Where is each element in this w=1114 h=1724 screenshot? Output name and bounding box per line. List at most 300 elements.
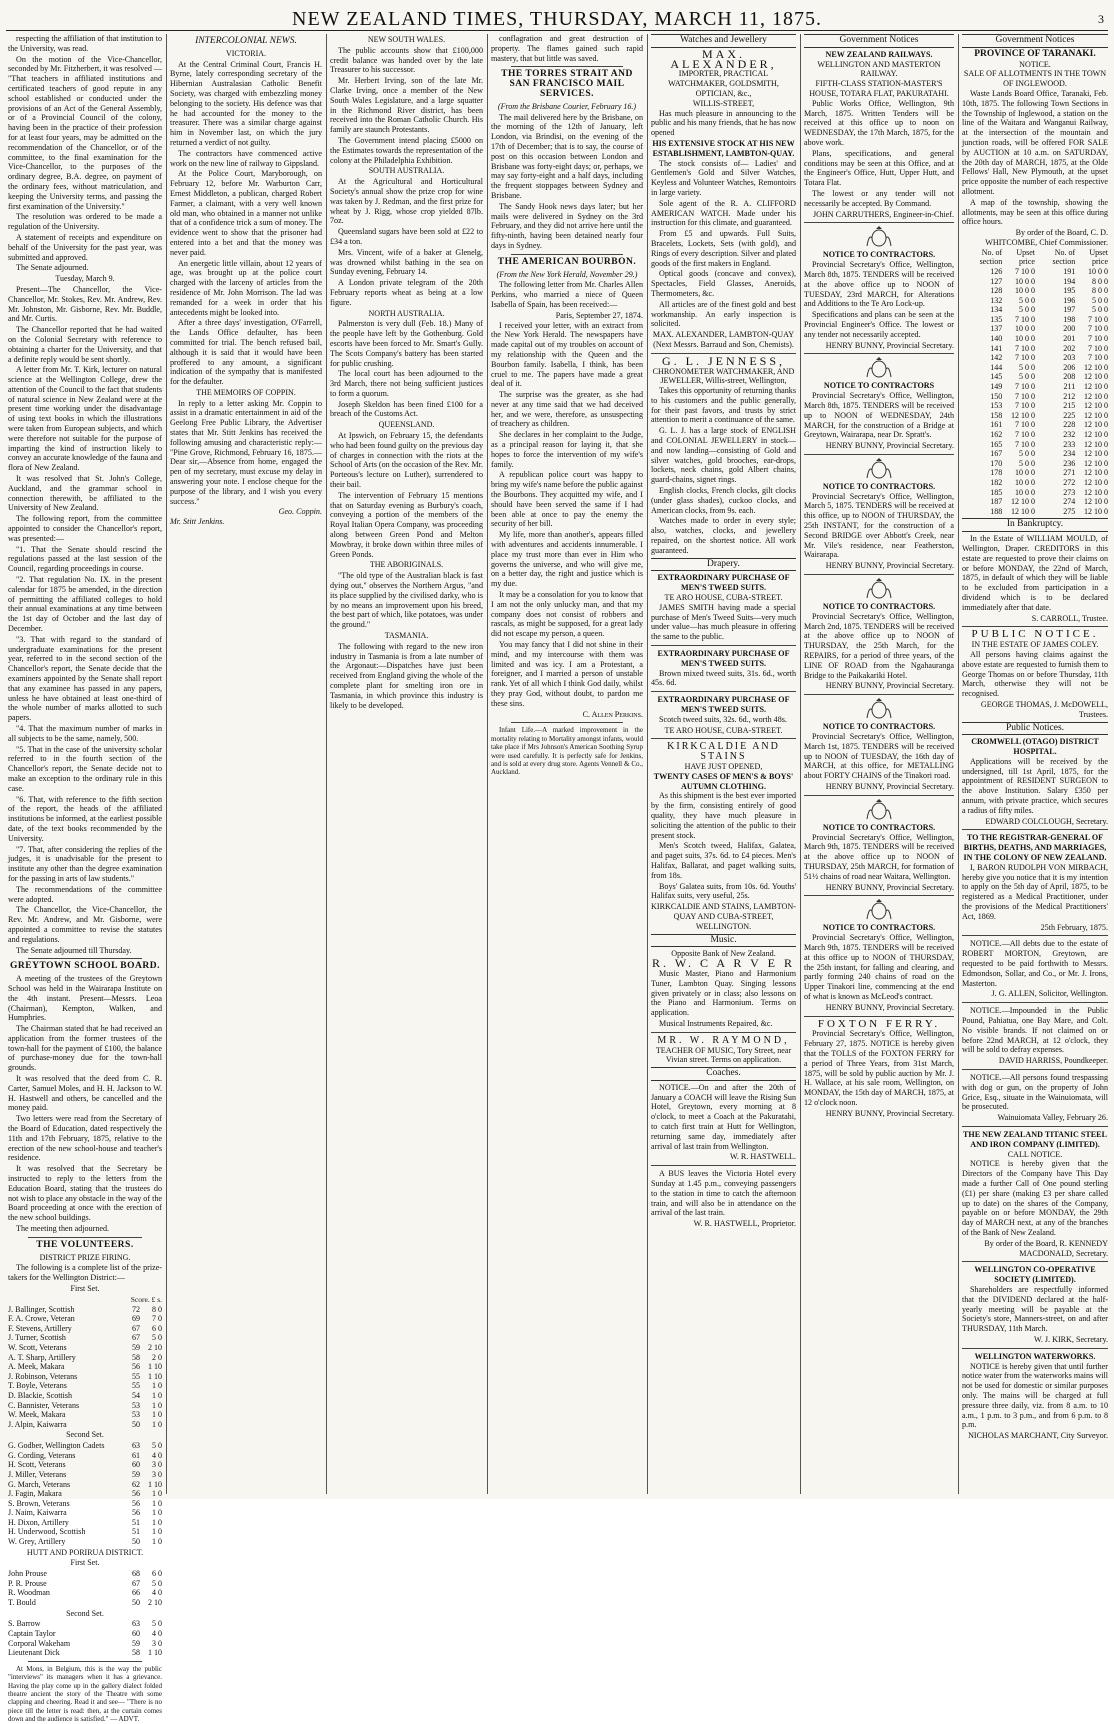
table-cell: 12 10 0 xyxy=(1084,410,1108,420)
ad-address: TE ARO HOUSE, CUBA-STREET. xyxy=(664,725,783,735)
paragraph: The Government intend placing £5000 on the Estimates towards the representation of the colony at the Philadelphia Exhibition. xyxy=(330,135,483,165)
paragraph: It may be a consolation for you to know that I am not the only unlucky man, and that my company does not consist of robbers and rascals, as might be supposed, for a great lady did not escape my person, a queen. xyxy=(491,590,643,639)
table-row xyxy=(962,392,1108,402)
column-heading: Government Notices xyxy=(962,34,1108,48)
notice-subheading: IN THE ESTATE OF JAMES COLEY. xyxy=(971,640,1099,650)
divider xyxy=(962,935,1108,936)
table-cell: 5 0 0 xyxy=(1018,295,1035,305)
column-5 xyxy=(651,34,796,1494)
table-row xyxy=(8,1508,162,1518)
table-cell: 271 xyxy=(1063,468,1076,478)
paragraph: Mrs. Vincent, wife of a baker at Glenelg, was drowned whilst bathing in the sea on Sunday evening, February 14. xyxy=(330,247,483,277)
paragraph: The Chairman stated that he had received an application from the former trustees of the town-hall for the payment of £100, the balance of purchase-money due for the town-hall grounds. xyxy=(8,1024,162,1073)
table-header-cell: Upset price xyxy=(1089,247,1108,267)
prize-cell: 1 0 xyxy=(152,1400,162,1410)
paragraph: The following letter from Mr. Charles Allen Perkins, who married a niece of Queen Isabella of Spain, has been received:— xyxy=(491,280,643,309)
paragraph: Provincial Secretary's Office, Wellington, March 9th, 1875. TENDERS will be received at this office up to NOON of THURSDAY, the 25th instant, for falling and clearing, and partly forming 240 chains of road on the Upper Tinakori line, commencing at the end of what is known as McLeod's contract. xyxy=(804,933,954,1001)
advertiser-name: R. W. C A R V E R xyxy=(652,956,795,971)
section-heading: THE VOLUNTEERS. xyxy=(36,1239,134,1250)
paragraph: Provincial Secretary's Office, Wellington, March 5, 1875. TENDERS will be received at this office, up to NOON of THURSDAY, the 25th INSTANT, for the construction of a Second BRIDGE over Abbott's Creek, near Mr. Vile's residence, near Featherston, Wairarapa. xyxy=(804,491,954,560)
divider xyxy=(804,1016,954,1017)
table-cell: 7 10 0 xyxy=(1088,334,1108,344)
notice-heading: NOTICE TO CONTRACTORS. xyxy=(822,722,936,732)
column-6 xyxy=(804,34,954,1494)
table-row xyxy=(962,363,1108,373)
notice-signature: Wainuiomata Valley, February 26. xyxy=(997,1113,1108,1123)
table-header-cell: No. of section xyxy=(1052,247,1076,267)
prize-cell: 5 0 xyxy=(152,1441,162,1451)
table-cell: 12 10 0 xyxy=(1084,430,1108,440)
paragraph: "2. That regulation No. IX. in the present calendar for 1875 be amended, in the direction of permitting the affiliated colleges to hold their annual examinations at any time between the 1st day of October and the last day of December. xyxy=(8,575,162,634)
table-row xyxy=(962,296,1108,306)
small-advertisement: Infant Life.—A marked improvement in the mortality relating to Mortality amongst infants, would take place if Mrs Johnson's American Soothing Syrup were used carefully. It is perfectly safe for Jenkins, and is sold at every drug store. Agents Vennell & Co., Auckland. xyxy=(491,726,643,777)
notice-bankruptcy xyxy=(962,534,1108,623)
paragraph: My life, more than another's, appears filled with adventures and accidents innumerable. I place my trust more than ever in Him who governs the universe, and who will give me, on a better day, the right and justice which is my due. xyxy=(491,530,643,589)
divider xyxy=(962,1261,1108,1262)
column-rule xyxy=(800,34,801,1494)
notice-signature: HENRY BUNNY, Provincial Secretary. xyxy=(825,681,954,691)
competitor-name: C. Bannister, Veterans xyxy=(8,1400,80,1410)
table-cell: 200 xyxy=(1063,324,1076,334)
notice-contractors-5 xyxy=(804,698,954,792)
table-cell: 161 xyxy=(990,420,1003,430)
notice-signature: W. J. KIRK, Secretary. xyxy=(1033,1334,1108,1344)
score-cell: 66 xyxy=(132,1588,140,1598)
table-cell: 153 xyxy=(990,401,1003,411)
score-cell: 59 xyxy=(132,1469,140,1479)
paragraph: Boys' Galatea suits, from 10s. 6d. Youths' Halifax suits, very useful, 25s. xyxy=(651,881,796,901)
paragraph: A BUS leaves the Victoria Hotel every Sunday at 1.45 p.m., conveying passengers to the station in time to catch the afternoon train, and will also be in attendance on the arrival of the last train. xyxy=(651,1169,796,1218)
masthead-title: NEW ZEALAND TIMES, THURSDAY, MARCH 11, 1875. xyxy=(292,8,822,30)
divider xyxy=(28,958,142,959)
table-cell: 5 0 0 xyxy=(1092,295,1108,305)
prize-cell: 5 0 xyxy=(152,1578,162,1588)
royal-crest-icon xyxy=(864,226,894,248)
subheading: THE MEMOIRS OF COPPIN. xyxy=(196,387,296,397)
table-cell: 140 xyxy=(990,334,1003,344)
table-row xyxy=(8,1460,162,1470)
table-cell: 203 xyxy=(1063,353,1076,363)
score-cell: 59 xyxy=(132,1342,140,1352)
table-row xyxy=(962,488,1108,498)
divider xyxy=(651,691,796,692)
table-cell: 149 xyxy=(990,382,1003,392)
section-heading: THE TORRES STRAIT AND SAN FRANCISCO MAIL SERVICES. xyxy=(501,69,633,99)
table-cell: 274 xyxy=(1063,497,1076,507)
notice-signature: By order of the Board, R. KENNEDY MACDONALD, Secretary. xyxy=(984,1238,1108,1258)
table-cell: 150 xyxy=(990,391,1003,401)
table-row xyxy=(8,1639,162,1649)
table-cell: 206 xyxy=(1063,362,1076,372)
notice-heading: NOTICE TO CONTRACTORS. xyxy=(822,822,936,832)
subheading: THE ABORIGINALS. xyxy=(369,560,444,570)
table-row xyxy=(8,1489,162,1499)
paragraph: The Senate adjourned till Thursday. xyxy=(16,945,132,955)
paragraph: The local court has been adjourned to the 3rd March, there not being sufficient justices to form a quorum. xyxy=(330,369,483,398)
paragraph: All persons having claims against the above estate are requested to furnish them to George Thomas on or before Thursday, 11th March, otherwise they will not be recognised. xyxy=(962,649,1108,699)
paragraph: respecting the affiliation of that institution to the University, was read. xyxy=(8,34,162,53)
competitor-name: R. Woodman xyxy=(8,1588,50,1598)
table-row xyxy=(8,1499,162,1509)
paragraph: The resolution was ordered to be made a regulation of the University. xyxy=(8,212,162,232)
notice-contractors-4 xyxy=(804,578,954,691)
score-cell: 56 xyxy=(132,1508,140,1518)
competitor-name: J. Turner, Scottish xyxy=(8,1333,66,1343)
paragraph: NOTICE is hereby given that until further notice water from the waterworks mains will not be used for domestic or similar purposes only. The mains will be charged at full pressure three daily, viz. from 8 a.m. to 10 a.m., 1 p.m. to 3 p.m., and from 6 p.m. to 8 p.m. xyxy=(962,1361,1108,1430)
paragraph: In reply to a letter asking Mr. Coppin to assist in a dramatic entertainment in aid of the Geelong Free Public Library, the Advertiser states that Mr. Stitt Jenkins has received the following amusing and characteristic reply:— "Pine Grove, Richmond, February 16, 1875.—Dear sir,—Absence from home, engaged the pen of my secretary, must excuse my delay in answering your note. I enclose cheque for the purpose of the library, and I wish you every success." xyxy=(170,398,322,506)
ad-signature: MAX. ALEXANDER, LAMBTON-QUAY (Next Messrs. Barraud and Son, Chemists). xyxy=(652,330,795,349)
table-cell: 12 10 0 xyxy=(1084,439,1108,449)
score-cell: 63 xyxy=(132,1441,140,1451)
table-cell: 188 xyxy=(990,506,1003,516)
table-cell: 12 10 0 xyxy=(1084,391,1108,401)
table-row xyxy=(8,1518,162,1528)
divider xyxy=(651,1165,796,1166)
divider xyxy=(804,454,954,455)
signature: Geo. Coppin. xyxy=(278,507,322,517)
table-cell: 196 xyxy=(1063,295,1076,305)
score-cell: 51 xyxy=(132,1517,140,1527)
table-cell: 5 0 0 xyxy=(1018,449,1035,459)
table-cell: 165 xyxy=(990,439,1003,449)
paragraph: On the motion of the Vice-Chancellor, seconded by Mr. Fitzherbert, it was resolved — "That teachers in affiliated institutions and certificated teachers of good repute in any school established or conducted under the provisions of an Act of the General Assembly, or of a Provincial Council of the colony, having been in the practice of their profession for at least four years, may be admitted on the recommendation of the Chancellor, or of the committee, to the final examination for the Vice-Chancellor, to the purposes of the ordinary degree, B.A. degree, on payment of the ordinary fees, without matriculation, and keeping the University terms, and passing the first examination of the University." xyxy=(8,54,162,211)
notice-coley-estate xyxy=(962,630,1108,719)
table-row xyxy=(962,449,1108,459)
prize-cell: 7 0 xyxy=(152,1314,162,1324)
masthead xyxy=(6,8,1108,31)
table-row xyxy=(962,411,1108,421)
notice-subheading: CALL NOTICE. xyxy=(1007,1149,1063,1159)
paragraph: Applications will be received by the undersigned, till 1st April, 1875, for the appointment of RESIDENT SURGEON to the above Institution. Salary £350 per annum, with private practice, which secures a radius of fifty miles. xyxy=(962,756,1108,815)
table-cell: 236 xyxy=(1063,458,1076,468)
dateline: Paris, September 27, 1874. xyxy=(555,310,643,320)
royal-crest-icon xyxy=(864,578,894,600)
table-row xyxy=(962,324,1108,334)
prize-cell: 1 10 xyxy=(148,1362,162,1372)
table-cell: 135 xyxy=(990,314,1003,324)
score-table xyxy=(8,1619,162,1657)
prize-cell: 1 0 xyxy=(152,1527,162,1537)
table-cell: 12 10 0 xyxy=(1084,362,1108,372)
table-row xyxy=(8,1353,162,1363)
notice-foxton-ferry xyxy=(804,1017,954,1119)
notice-signature: HENRY BUNNY, Provincial Secretary. xyxy=(825,441,954,451)
score-header: Score. £ s. xyxy=(130,1294,162,1304)
table-cell: 144 xyxy=(990,362,1003,372)
competitor-name: F. A. Crowe, Veteran xyxy=(8,1314,75,1324)
table-cell: 233 xyxy=(1063,439,1076,449)
section-heading: GREYTOWN SCHOOL BOARD. xyxy=(10,961,160,972)
table-cell: 12 10 0 xyxy=(1084,420,1108,430)
table-cell: 10 0 0 xyxy=(1014,324,1035,334)
prize-cell: 8 0 xyxy=(152,1304,162,1314)
table-cell: 12 10 0 xyxy=(1084,497,1108,507)
table-cell: 7 10 0 xyxy=(1014,439,1035,449)
advertisement-carver xyxy=(651,949,796,1028)
ad-address: Opposite Bank of New Zealand. xyxy=(671,949,776,959)
notice-subheading: NOTICE. xyxy=(1019,59,1051,69)
table-row xyxy=(8,1648,162,1658)
ad-heading: TWENTY CASES OF MEN'S & BOYS' AUTUMN CLOTHING. xyxy=(653,771,794,791)
column-heading: Watches and Jewellery xyxy=(651,34,796,48)
column-2 xyxy=(170,34,322,1494)
paragraph: A meeting of the trustees of the Greytown School was held in the Wairarapa Institute on the 4th instant. Present—Messrs. Leoa (Chairman), Kempton, Walken, and Humphries. xyxy=(8,974,162,1023)
table-cell: 7 10 0 xyxy=(1014,430,1035,440)
competitor-name: D. Blackie, Scottish xyxy=(8,1390,72,1400)
paragraph: The following with regard to the new iron industry in Tasmania is from a late number of the Argonaut:—Dispatches have just been received from England giving the whole of the complete plant for smelting iron ore in Tasmania, in which province this industry is likely to be developed. xyxy=(330,641,483,710)
notice-contractors-7 xyxy=(804,899,954,1012)
score-cell: 55 xyxy=(132,1371,140,1381)
notice-heading: PUBLIC NOTICE. xyxy=(971,628,1099,641)
paragraph: The following report, from the committee appointed to consider the Chancellor's report, was presented:— xyxy=(8,514,162,543)
notice-heading: NOTICE TO CONTRACTORS xyxy=(823,381,935,391)
paragraph: The public accounts show that £100,000 credit balance was handed over by the late Treasurer to his successor. xyxy=(330,45,483,75)
paragraph: NOTICE.—Impounded in the Public Pound, Pahiatua, one Bay Mare, and Colt. No visible brands. If not claimed on or before 22nd MARCH, at 12 o'clock, they will be sold to defray expenses. xyxy=(962,1006,1108,1055)
paragraph: A London private telegram of the 20th February reports wheat as being at a low figure. xyxy=(330,278,483,307)
divider xyxy=(651,645,796,646)
competitor-name: S. Barrow xyxy=(8,1619,41,1629)
competitor-name: J. Ballinger, Scottish xyxy=(8,1304,75,1314)
divider xyxy=(962,1002,1108,1003)
paragraph: Plans, specifications, and general conditions may be seen at this Office, and at the Engineer's Office, Hutt, Upper Hutt, and Totara Flat. xyxy=(804,148,954,188)
notice-waterworks xyxy=(962,1352,1108,1441)
table-row xyxy=(8,1598,162,1608)
paragraph: Public Works Office, Wellington, 9th March, 1875. Written Tenders will be received at this office up to noon on WEDNESDAY, the 17th March, 1875, for the above work. xyxy=(804,98,954,147)
table-cell: 202 xyxy=(1063,343,1076,353)
table-row xyxy=(962,401,1108,411)
table-cell: 10 0 0 xyxy=(1014,477,1035,487)
table-row xyxy=(962,478,1108,488)
paragraph: Waste Lands Board Office, Taranaki, Feb. 10th, 1875. The following Town Sections in the Township of Inglewood, a station on the line of the Waitara and Wanganui Railway, at the intersection of the mountain and junction roads, will be offered FOR SALE by AUCTION at 10 a.m. on SATURDAY, the 20th day of MARCH, 1875, at the Olde Fellows' Hall, New Plymouth, at the upset price opposite the number of each respective allotment. xyxy=(962,88,1108,196)
prize-cell: 2 10 xyxy=(148,1342,162,1352)
table-header-cell: Upset price xyxy=(1016,247,1035,267)
paragraph: Provincial Secretary's Office, Wellington, March 9th, 1875. TENDERS will be received at the above office up to NOON of THURSDAY, 25th MARCH, for formation of 51½ chains of road near Waitara, Wellington. xyxy=(804,832,954,881)
competitor-name: Corporal Wakeham xyxy=(8,1638,71,1648)
paragraph: The recommendations of the committee were adopted. xyxy=(8,884,162,904)
table-row xyxy=(8,1381,162,1391)
table-cell: 7 10 0 xyxy=(1088,343,1108,353)
paragraph: At the Central Criminal Court, Francis H. Byrne, lately corresponding secretary of the Hibernian Australasian Catholic Benefit Society, was charged with embezzling money belonging to the society. His defence was that he had accounted for the money to the treasurer. There was a similar charge against him in November last, on which the jury returned a verdict of not guilty. xyxy=(170,59,322,147)
paragraph: Queensland sugars have been sold at £22 to £34 a ton. xyxy=(330,227,483,246)
table-cell: 12 10 0 xyxy=(1084,401,1108,411)
small-advertisement: At Mons, in Belgium, this is the way the public "interviews" its managers when it has a grievance. Having the play come up in the gallery dialect folded theatre ancient the story of the Theatre with some clapping and cheering. Read it and see— "There is no piece till the letter is read: then, at the curtain comes down and the audience is satisfied." — ADVT. xyxy=(8,1664,162,1724)
table-cell: 187 xyxy=(990,497,1003,507)
paragraph: A statement of receipts and expenditure on behalf of the University for the past year, was submitted and approved. xyxy=(8,232,162,262)
table-cell: 232 xyxy=(1063,430,1076,440)
competitor-name: A. T. Sharp, Artillery xyxy=(8,1352,76,1362)
paragraph: Palmerston is very dull (Feb. 18.) Many of the people have left by the Gothenburg. Gold escorts have been forced to Mr. Smart's Gully. The Scots Company's battery has been started for public crushing. xyxy=(330,319,483,368)
table-cell: 234 xyxy=(1063,449,1076,459)
score-cell: 56 xyxy=(132,1362,140,1372)
competitor-name: John Prouse xyxy=(8,1569,47,1579)
divider xyxy=(804,222,954,223)
notice-signature: HENRY BUNNY, Provincial Secretary. xyxy=(825,340,954,350)
notice-heading: THE NEW ZEALAND TITANIC STEEL AND IRON COMPANY (LIMITED). xyxy=(963,1129,1107,1149)
score-cell: 67 xyxy=(132,1333,140,1343)
notice-heading: NOTICE TO CONTRACTORS. xyxy=(822,602,936,612)
subheading: QUEENSLAND. xyxy=(378,420,435,430)
competitor-name: H. Scott, Veterans xyxy=(8,1460,66,1470)
table-row xyxy=(962,372,1108,382)
column-heading: In Bankruptcy. xyxy=(962,518,1108,532)
competitor-name: F. Stevens, Artillery xyxy=(8,1323,72,1333)
paragraph: "5. That in the case of the university scholar referred to in the fourth section of the Chancellor's report, the Senate decide not to make an exception to the ordinary rule in this case. xyxy=(8,744,162,793)
notice-contractors-2 xyxy=(804,357,954,451)
table-cell: 7 10 0 xyxy=(1014,401,1035,411)
notice-signature: NICHOLAS MARCHANT, City Surveyor. xyxy=(968,1431,1108,1441)
paragraph: Two letters were read from the Secretary of the Board of Education, dated respectively the 11th and 17th February, 1875, relative to the erection of the new school-house and teacher's residence. xyxy=(8,1114,162,1163)
table-row xyxy=(962,430,1108,440)
paragraph: NOTICE.—All persons found trespassing with dog or gun, on the property of John Grice, Esq., situate in the Wainuiomata, will be prosecuted. xyxy=(962,1073,1108,1112)
notice-signature: 25th February, 1875. xyxy=(1040,922,1108,932)
table-cell: 182 xyxy=(990,477,1003,487)
table-row xyxy=(8,1372,162,1382)
advertisement-coach xyxy=(651,1083,796,1162)
paragraph: Optical goods (concave and convex), Spectacles, Field Glasses, Aneroids, Thermometers, &c. xyxy=(651,269,796,298)
paragraph: The surprise was the greater, as she had never at any time said that we had deceived her, and we were, therefore, as unsuspecting of treachery as children. xyxy=(491,390,643,429)
notice-heading: TO THE REGISTRAR-GENERAL OF BIRTHS, DEATHS, AND MARRIAGES, IN THE COLONY OF NEW ZEALAND. xyxy=(963,833,1107,863)
prize-cell: 4 0 xyxy=(152,1450,162,1460)
competitor-name: T. Boyle, Veterans xyxy=(8,1381,67,1391)
session-date: Tuesday, March 9. xyxy=(55,274,115,284)
paragraph: English clocks, French clocks, gilt clocks (under glass shades), cuckoo clocks, and American clocks, from 9s. each. xyxy=(651,486,796,515)
divider xyxy=(511,66,623,67)
ad-signature: W. R. HASTWELL. xyxy=(729,1152,796,1162)
score-table xyxy=(8,1305,162,1430)
paragraph: "6. That, with reference to the fifth section of the report, the heads of the affiliated institutions be informed, at the earliest possible date, of the text books recommended by the University. xyxy=(8,794,162,843)
table-cell: 7 10 0 xyxy=(1014,391,1035,401)
paragraph: She declares in her complaint to the Judge, as a principal reason for laying it, that she hopes to force the intervention of my wife's family. xyxy=(491,430,643,469)
table-row xyxy=(8,1410,162,1420)
paragraph: Brown mixed tweed suits, 31s. 6d., worth 45s. 6d. xyxy=(651,668,796,688)
table-cell: 10 0 0 xyxy=(1014,286,1035,296)
paragraph: Provincial Secretary's Office, Wellington, March 1st, 1875. TENDERS will be received up to NOON of TUESDAY, the 16th day of MARCH, at this office, for METALLING about FORTY CHAINS of the Tinakori road. xyxy=(804,732,954,781)
divider xyxy=(804,694,954,695)
notice-contractors-3 xyxy=(804,458,954,571)
table-cell: 162 xyxy=(990,430,1003,440)
signature: Mr. Stitt Jenkins. xyxy=(170,517,225,527)
subheading: (From the New York Herald, November 29.) xyxy=(496,269,638,279)
table-cell: 215 xyxy=(1063,401,1076,411)
royal-crest-icon xyxy=(864,899,894,921)
divider xyxy=(962,1348,1108,1349)
table-cell: 12 10 0 xyxy=(1010,410,1035,420)
column-heading: Government Notices xyxy=(804,34,954,48)
divider xyxy=(804,574,954,575)
paragraph: The intervention of February 15 mentions that on Saturday evening as Burbury's coach, conveying a portion of the members of the Royal Italian Opera Company, was proceeding along between Green Pond and Melton Mowbray, it broke down within three miles of Green Ponds. xyxy=(330,490,483,559)
score-cell: 61 xyxy=(132,1450,140,1460)
competitor-name: H. Dixon, Artillery xyxy=(8,1517,69,1527)
table-row xyxy=(8,1588,162,1598)
paragraph: As this shipment is the best ever imported by the firm, consisting entirely of good quality, they have much pleasure in soliciting the attention of the public to their present stock. xyxy=(651,791,796,840)
advertisement-bus xyxy=(651,1169,796,1229)
divider xyxy=(651,1032,796,1033)
paragraph: NOTICE.—On and after the 20th of January a COACH will leave the Rising Sun Hotel, Greytown, every morning at 8 o'clock, to meet a Coach at the Pakuratahi, to catch first train at Hutt for Wellington, returning same day, immediately after arrival of last train from Wellington. xyxy=(651,1082,796,1151)
prize-cell: 3 0 xyxy=(152,1638,162,1648)
score-cell: 51 xyxy=(132,1527,140,1537)
paragraph: The Sandy Hook news days later; but her mails were delivered in Sydney on the 3rd February, and they did not arrive here until the fifty-ninth, having been detained nearly four days in Sydney. xyxy=(491,201,643,250)
prize-cell: 2 0 xyxy=(152,1352,162,1362)
paragraph: "The old type of the Australian black is fast dying out," observes the Northern Argus, "and its place supplied by the civilised darky, who is by no means an improvement upon his breed, the best part of which, like potatoes, was under the ground." xyxy=(330,571,484,630)
ad-heading: EXTRAORDINARY PURCHASE OF MEN'S TWEED SUITS. xyxy=(657,573,790,593)
ad-subtitle: IMPORTER, PRACTICAL WATCHMAKER, GOLDSMITH, OPTICIAN, &c., xyxy=(668,69,779,98)
prize-cell: 2 10 xyxy=(148,1598,162,1608)
table-row xyxy=(8,1619,162,1629)
score-cell: 72 xyxy=(132,1304,140,1314)
paragraph: In the Estate of WILLIAM MOULD, of Wellington, Draper. CREDITORS in this estate are requested to prove their claims on or before MONDAY, the 22nd of March, 1875, in default of which they will be liable to be excluded from participation in a dividend which is to be declared immediately after that date. xyxy=(962,534,1108,612)
paragraph: The lowest or any tender will not necessarily be accepted. By Command. xyxy=(804,188,954,208)
paragraph: At the Police Court, Maryborough, on February 12, before Mr. Warburton Carr, Ernest Middleton, a publican, charged Robert Farmer, a claimant, with a very well known old man, who obtained in a manner not unlike that of a confidence trick a sum of money. The evidence went to show that the prisoner had entered into a bet and that the money was never paid. xyxy=(170,169,322,257)
prize-cell: 1 10 xyxy=(148,1371,162,1381)
table-cell: 7 10 0 xyxy=(1014,353,1035,363)
signature: C. Allen Perkins. xyxy=(582,709,643,719)
paragraph: Shareholders are respectfully informed that the DIVIDEND declared at the half-yearly meeting will be payable at the Society's store, Manners-street, on and after THURSDAY, 11th March. xyxy=(962,1284,1108,1334)
table-row xyxy=(962,277,1108,287)
prize-cell: 6 0 xyxy=(152,1569,162,1579)
table-cell: 5 0 0 xyxy=(1018,362,1035,372)
ad-heading: HIS EXTENSIVE STOCK AT HIS NEW ESTABLISHMENT, LAMBTON-QUAY. xyxy=(652,138,795,158)
notice-cooperative xyxy=(962,1265,1108,1344)
advertiser-name: G. L. JENNESS, xyxy=(661,353,785,368)
ad-address: TE ARO HOUSE, CUBA-STREET. xyxy=(664,593,783,603)
table-cell: 12 10 0 xyxy=(1084,372,1108,382)
column-heading: Drapery. xyxy=(651,558,796,572)
notice-heading: NOTICE TO CONTRACTORS. xyxy=(822,481,936,491)
competitor-name: J. Miller, Veterans xyxy=(8,1469,67,1479)
paragraph: NOTICE.—All debts due to the estate of ROBERT MORTON, Greytown, are requested to be paid forthwith to Messrs. Edmondson, Sollar, and Co., or Mr. J. Irons, Masterton. xyxy=(962,939,1108,988)
table-cell: 7 10 0 xyxy=(1014,343,1035,353)
table-cell: 197 xyxy=(1063,305,1076,315)
section-heading: THE AMERICAN BOURBON. xyxy=(497,256,637,267)
section-heading: INTERCOLONIAL NEWS. xyxy=(195,36,297,46)
table-row xyxy=(962,507,1108,517)
prize-cell: 5 0 xyxy=(152,1333,162,1343)
table-cell: 8 0 0 xyxy=(1092,276,1108,286)
paragraph: The stock consists of— Ladies' and Gentlemen's Gold and Silver Watches, Keyless and Volunteer Watches, Remontoirs in large variety. xyxy=(651,158,796,197)
paragraph: "1. That the Senate should rescind the regulations passed at the last session of the Council, regarding proceedings in course. xyxy=(8,544,162,574)
notice-heading: WELLINGTON CO-OPERATIVE SOCIETY (LIMITED). xyxy=(974,1265,1096,1285)
competitor-name: W. Meek, Makara xyxy=(8,1410,66,1420)
competitor-name: J. Naim, Kaiwarra xyxy=(8,1508,67,1518)
paragraph: Musical Instruments Repaired, &c. xyxy=(659,1018,773,1028)
table-row xyxy=(8,1333,162,1343)
score-cell: 67 xyxy=(132,1578,140,1588)
paragraph: The contractors have commenced active work on the new line of railway to Gippsland. xyxy=(170,148,322,168)
table-cell: 191 xyxy=(1063,266,1076,276)
score-cell: 60 xyxy=(132,1460,140,1470)
divider xyxy=(804,353,954,354)
score-cell: 68 xyxy=(132,1569,140,1579)
ad-signature: W. R. HASTWELL, Proprietor. xyxy=(693,1219,796,1229)
notice-signature: J. G. ALLEN, Solicitor, Wellington. xyxy=(991,989,1108,999)
table-row xyxy=(8,1362,162,1372)
competitor-name: J. Alpin, Kaiwarra xyxy=(8,1419,67,1429)
score-cell: 50 xyxy=(132,1537,140,1547)
page-number: 3 xyxy=(1098,12,1104,26)
score-cell: 56 xyxy=(132,1489,140,1499)
prize-cell: 1 10 xyxy=(148,1648,162,1658)
score-cell: 59 xyxy=(132,1638,140,1648)
table-row xyxy=(8,1470,162,1480)
paragraph: The Chancellor reported that he had waited on the Colonial Secretary with reference to obtaining a charter for the University, and that a definite reply would be sent shortly. xyxy=(8,325,162,364)
notice-contractors-6 xyxy=(804,799,954,893)
score-cell: 55 xyxy=(132,1381,140,1391)
table-row xyxy=(962,344,1108,354)
table-cell: 141 xyxy=(990,343,1003,353)
table-row xyxy=(8,1343,162,1353)
competitor-name: J. Robinson, Veterans xyxy=(8,1371,78,1381)
table-cell: 228 xyxy=(1063,420,1076,430)
